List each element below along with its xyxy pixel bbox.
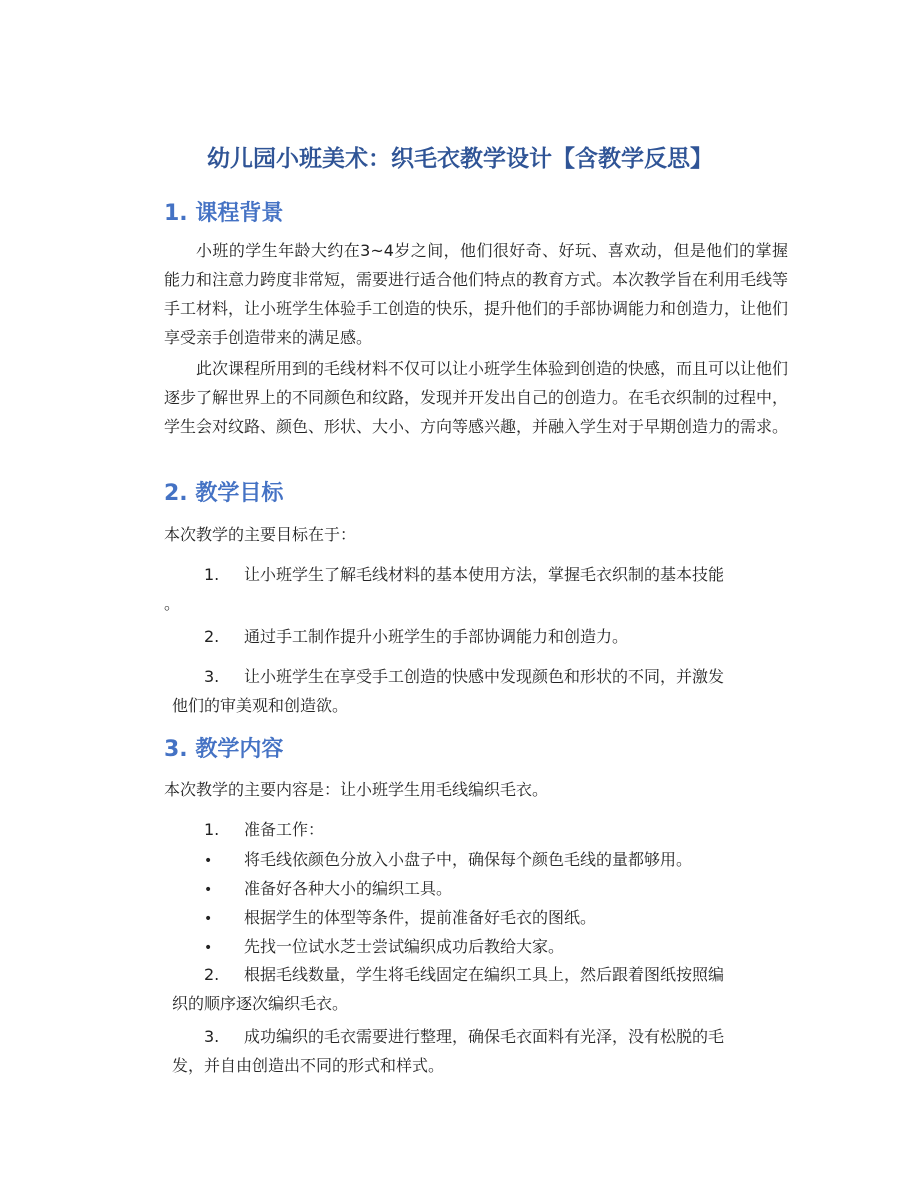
bullet-icon: • xyxy=(204,911,213,927)
prep-bullet-1 xyxy=(164,845,788,876)
goal-text: 让小班学生在享受手工创造的快感中发现颜色和形状的不同，并激发 xyxy=(244,667,725,686)
prep-bullet-4 xyxy=(164,932,788,963)
step-number: 3. xyxy=(204,1027,220,1046)
goals-intro: 本次教学的主要目标在于： xyxy=(164,525,357,544)
goal-item-2 xyxy=(164,622,788,651)
bullet-icon: • xyxy=(204,853,213,869)
goal-text: 通过手工制作提升小班学生的手部协调能力和创造力。 xyxy=(244,627,629,646)
section-heading-background: 1. 课程背景 xyxy=(164,201,284,226)
goal-number: 2. xyxy=(204,627,220,646)
bullet-text: 准备好各种大小的编织工具。 xyxy=(244,879,453,898)
section-heading-goals: 2. 教学目标 xyxy=(164,481,284,506)
step-text: 准备工作： xyxy=(244,820,325,839)
content-step-2-tail: 织的顺序逐次编织毛衣。 xyxy=(172,994,349,1013)
bullet-icon: • xyxy=(204,882,213,898)
bullet-icon: • xyxy=(204,940,213,956)
bullet-text: 将毛线依颜色分放入小盘子中，确保每个颜色毛线的量都够用。 xyxy=(244,850,693,869)
section-heading-content: 3. 教学内容 xyxy=(164,737,284,762)
content-step-1 xyxy=(164,815,788,844)
goal-item-1 xyxy=(164,560,788,589)
content-intro: 本次教学的主要内容是：让小班学生用毛线编织毛衣。 xyxy=(164,780,549,799)
goal-number: 3. xyxy=(204,667,220,686)
background-paragraph-2: 此次课程所用到的毛线材料不仅可以让小班学生体验到创造的快感，而且可以让他们逐步了解世界上的不同颜色和纹路，发现并开发出自己的创造力。在毛衣织制的过程中，学生会对纹路、颜色、形状、大小、方向等感兴趣，并融入学生对于早期创造力的需求。 xyxy=(164,359,789,436)
content-step-3 xyxy=(164,1022,788,1051)
goal-item-3 xyxy=(164,662,788,691)
step-text: 根据毛线数量，学生将毛线固定在编织工具上，然后跟着图纸按照编 xyxy=(244,965,725,984)
step-number: 1. xyxy=(204,820,220,839)
background-paragraph-1: 小班的学生年龄大约在3~4岁之间，他们很好奇、好玩、喜欢动，但是他们的掌握能力和注意力跨度非常短，需要进行适合他们特点的教育方式。本次教学旨在利用毛线等手工材料，让小班学生体验手工创造的快乐，提升他们的手部协调能力和创造力，让他们享受亲手创造带来的满足感。 xyxy=(164,241,789,347)
prep-bullet-2 xyxy=(164,874,788,905)
goal-item-1-tail: 。 xyxy=(164,594,181,613)
goal-number: 1. xyxy=(204,565,220,584)
prep-bullet-3 xyxy=(164,903,788,934)
bullet-text: 先找一位试水芝士尝试编织成功后教给大家。 xyxy=(244,937,565,956)
step-text: 成功编织的毛衣需要进行整理，确保毛衣面料有光泽，没有松脱的毛 xyxy=(244,1027,725,1046)
goal-item-3-tail: 他们的审美观和创造欲。 xyxy=(172,696,349,715)
bullet-text: 根据学生的体型等条件，提前准备好毛衣的图纸。 xyxy=(244,908,597,927)
goal-text: 让小班学生了解毛线材料的基本使用方法，掌握毛衣织制的基本技能 xyxy=(244,565,725,584)
content-step-3-tail: 发，并自由创造出不同的形式和样式。 xyxy=(172,1056,445,1075)
step-number: 2. xyxy=(204,965,220,984)
document-title: 幼儿园小班美术：织毛衣教学设计【含教学反思】 xyxy=(207,146,713,172)
content-step-2 xyxy=(164,960,788,989)
